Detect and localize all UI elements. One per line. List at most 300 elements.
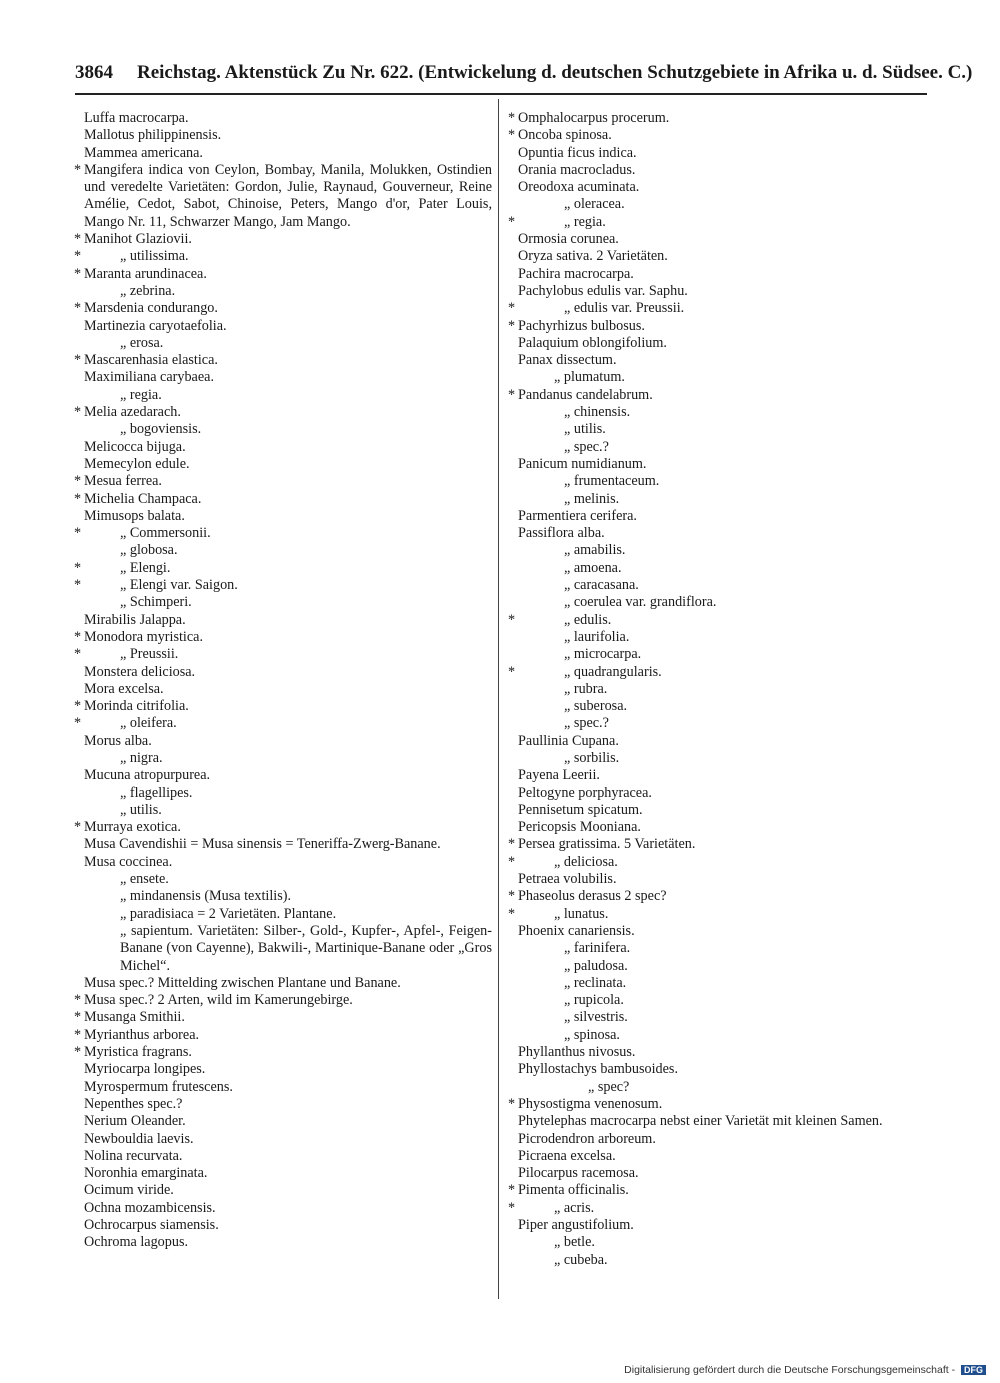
list-item [74,698,492,715]
list-item [74,473,492,490]
list-item [74,785,492,802]
species-name: Pachira macrocarpa. [518,265,634,282]
list-item [508,110,933,127]
list-item [74,664,492,681]
page-footer [624,1364,986,1376]
list-item [508,387,933,404]
species-name: Phaseolus derasus 2 spec? [518,888,667,905]
species-name: Michelia Champaca. [84,490,202,507]
list-item [508,542,933,559]
species-name: Myriocarpa longipes. [84,1061,206,1078]
species-name: „ nigra. [120,749,163,766]
species-name: Memecylon edule. [84,455,190,472]
species-name: Ocimum viride. [84,1182,174,1199]
asterisk-mark: * [74,559,82,576]
list-item [74,1027,492,1044]
list-item [508,1200,933,1217]
list-item [74,491,492,508]
species-name: Ochrocarpus siamensis. [84,1217,219,1233]
species-name: „ sorbilis. [564,749,620,766]
asterisk-mark: * [74,1009,82,1026]
list-item [74,992,492,1009]
species-name: Pennisetum spicatum. [518,801,643,818]
species-name: „ oleifera. [120,715,177,732]
list-item [74,110,492,127]
asterisk-mark: * [74,248,82,265]
list-item [74,404,492,421]
list-item [508,1113,933,1130]
footer-credit: Digitalisierung gefördert durch die Deutsche Forschungsgemeinschaft - [624,1364,956,1376]
species-name: Peltogyne porphyracea. [518,784,652,801]
species-name: Musanga Smithii. [84,1009,185,1026]
list-item [74,1200,492,1217]
asterisk-mark: * [74,490,82,507]
species-name: „ oleracea. [564,196,625,213]
species-name: Orania macrocladus. [518,161,636,178]
list-item [74,681,492,698]
species-name: „ lunatus. [554,905,609,922]
left-column [74,110,492,1252]
list-item [508,923,933,940]
list-item [74,715,492,732]
list-item [74,646,492,663]
asterisk-mark: * [74,577,82,594]
species-name: Phytelephas macrocarpa nebst einer Varietät mit kleinen Samen. [518,1113,883,1130]
species-name: Phyllostachys bambusoides. [518,1061,678,1078]
asterisk-mark: * [74,161,82,178]
list-item [508,1182,933,1199]
list-item [508,767,933,784]
species-name: „ spec.? [564,438,609,455]
asterisk-mark: * [508,888,516,905]
list-item [508,145,933,162]
species-name: Ochroma lagopus. [84,1234,189,1251]
list-item [74,266,492,283]
list-item [508,802,933,819]
list-item [508,888,933,905]
species-name: Ochna mozambicensis. [84,1199,216,1216]
list-item [74,1009,492,1026]
list-item [74,300,492,317]
species-name: „ laurifolia. [564,628,630,645]
list-item [74,1182,492,1199]
species-name: Martinezia caryotaefolia. [84,317,227,334]
species-name: Piper angustifolium. [518,1217,634,1233]
species-name: „ amabilis. [564,542,626,559]
species-name: Petraea volubilis. [518,871,617,888]
species-name: Mesua ferrea. [84,473,162,490]
list-item [508,1165,933,1182]
list-item [74,318,492,335]
species-name: Maximiliana carybaea. [84,369,214,386]
asterisk-mark: * [508,905,516,922]
species-name: Melia azedarach. [84,404,181,421]
species-name: „ Preussii. [120,646,179,663]
species-name: „ suberosa. [564,698,628,715]
species-name: „ Commersonii. [120,525,211,542]
species-name: Omphalocarpus procerum. [518,110,670,126]
species-name: Pachyrhizus bulbosus. [518,317,645,334]
list-item [74,369,492,386]
list-item [508,214,933,231]
list-item [74,1061,492,1078]
list-item [508,335,933,352]
list-item [74,1131,492,1148]
species-name: Musa spec.? 2 Arten, wild im Kamerungebirge. [84,992,353,1009]
list-item [508,1217,933,1234]
asterisk-mark: * [74,819,82,836]
list-item [74,525,492,542]
species-name: Persea gratissima. 5 Varietäten. [518,836,696,853]
species-name: „ utilis. [564,421,606,438]
species-name: „ quadrangularis. [564,663,662,680]
list-item [508,906,933,923]
asterisk-mark: * [508,611,516,628]
species-name: Palaquium oblongifolium. [518,334,667,351]
list-item [74,975,492,992]
species-name: Monodora myristica. [84,628,203,645]
asterisk-mark: * [74,992,82,1009]
species-name: „ deliciosa. [554,853,618,870]
asterisk-mark: * [508,853,516,870]
species-name: „ spinosa. [564,1026,620,1043]
list-item [508,1009,933,1026]
list-item [508,854,933,871]
species-name: Murraya exotica. [84,819,181,836]
list-item [508,577,933,594]
species-name: „ caracasana. [564,577,639,594]
species-name: Mora excelsa. [84,680,164,697]
list-item [508,179,933,196]
list-item [508,698,933,715]
species-name: Myristica fragrans. [84,1044,192,1061]
list-item [508,162,933,179]
species-name: „ regia. [120,386,162,403]
asterisk-mark: * [74,1026,82,1043]
list-item [74,836,492,853]
asterisk-mark: * [74,404,82,421]
species-name: „ erosa. [120,334,164,351]
list-item [74,923,492,975]
species-name: Opuntia ficus indica. [518,144,637,161]
species-name: „ chinensis. [564,404,631,421]
species-name: Nepenthes spec.? [84,1095,183,1112]
asterisk-mark: * [74,646,82,663]
species-name: Passiflora alba. [518,525,605,542]
list-item [74,612,492,629]
species-name: Pachylobus edulis var. Saphu. [518,282,688,299]
list-item [508,629,933,646]
species-name: Morinda citrifolia. [84,698,189,715]
list-item [74,1217,492,1234]
list-item [508,1079,933,1096]
species-name: „ rubra. [564,680,608,697]
species-name: Mallotus philippinensis. [84,127,222,144]
list-item [508,421,933,438]
list-item [508,473,933,490]
list-item [508,369,933,386]
species-name: Picraena excelsa. [518,1147,616,1164]
list-item [74,1234,492,1251]
species-name: Phoenix canariensis. [518,922,635,939]
list-item [74,1148,492,1165]
species-name: „ paludosa. [564,957,628,974]
list-item [74,577,492,594]
list-item [508,248,933,265]
list-item [508,439,933,456]
list-item [74,439,492,456]
list-item [508,819,933,836]
list-item [74,283,492,300]
asterisk-mark: * [74,352,82,369]
list-item [74,750,492,767]
list-item [74,335,492,352]
species-name: „ globosa. [120,542,178,559]
list-item [508,231,933,248]
list-item [508,975,933,992]
species-name: „ frumentaceum. [564,473,660,490]
asterisk-mark: * [74,265,82,282]
list-item [508,1131,933,1148]
list-item [74,248,492,265]
asterisk-mark: * [74,628,82,645]
list-item [74,560,492,577]
species-name: Oreodoxa acuminata. [518,179,640,196]
asterisk-mark: * [508,836,516,853]
list-item [74,542,492,559]
species-name: „ spec? [588,1078,630,1095]
species-name: Newbouldia laevis. [84,1130,194,1147]
list-item [74,594,492,611]
asterisk-mark: * [74,231,82,248]
species-name: „ sapientum. Varietäten: Silber-, Gold-, Kupfer-, Apfel-, Feigen-Banane (von Cayenne), Bakwili-, Martinique-Banane oder „Gros Michel“. [120,922,492,974]
species-name: Mimusops balata. [84,507,185,524]
asterisk-mark: * [74,525,82,542]
species-name: „ farinifera. [564,940,631,957]
list-item [74,162,492,231]
species-name: Oncoba spinosa. [518,127,612,144]
species-name: „ coerulea var. grandiflora. [564,594,717,611]
list-item [74,421,492,438]
species-name: „ Elengi. [120,559,171,576]
list-item [74,767,492,784]
species-name: „ mindanensis (Musa textilis). [120,888,292,905]
species-name: Myrianthus arborea. [84,1026,200,1043]
species-name: Oryza sativa. 2 Varietäten. [518,248,668,265]
asterisk-mark: * [74,1044,82,1061]
species-name: Nolina recurvata. [84,1147,183,1164]
list-item [508,1061,933,1078]
list-item [508,560,933,577]
list-item [74,1165,492,1182]
species-name: Pimenta officinalis. [518,1182,629,1199]
asterisk-mark: * [74,473,82,490]
column-divider [498,99,499,1299]
species-name: Mangifera indica von Ceylon, Bombay, Manila, Molukken, Ostindien und veredelte Varietäten: Gordon, Julie, Raynaud, Gouverneur, Reine Amélie, Cedot, Sabot, Chinoise, Peters, Mango d'or, Pater Louis, Mango Nr. 11, Schwarzer Mango, Jam Mango. [84,161,492,230]
species-name: „ zebrina. [120,282,176,299]
species-name: „ Elengi var. Saigon. [120,577,238,594]
list-item [508,300,933,317]
species-name: Pericopsis Mooniana. [518,819,641,836]
species-name: „ melinis. [564,490,620,507]
list-item [508,352,933,369]
species-name: „ edulis. [564,611,612,628]
species-name: Maranta arundinacea. [84,265,207,282]
species-name: Melicocca bijuga. [84,438,186,455]
species-name: „ microcarpa. [564,646,642,663]
asterisk-mark: * [74,698,82,715]
page-title: Reichstag. Aktenstück Zu Nr. 622. (Entwickelung d. deutschen Schutzgebiete in Afrika u. d. Südsee. C.) [137,62,973,83]
list-item [74,906,492,923]
species-name: Musa coccinea. [84,853,173,870]
species-name: „ spec.? [564,715,609,732]
list-item [508,1027,933,1044]
species-name: Monstera deliciosa. [84,663,196,680]
list-item [74,231,492,248]
species-name: Ormosia corunea. [518,231,619,248]
species-name: Mirabilis Jalappa. [84,611,186,628]
list-item [508,940,933,957]
list-item [508,1044,933,1061]
list-item [74,819,492,836]
species-name: „ reclinata. [564,974,627,991]
list-item [74,1096,492,1113]
list-item [508,871,933,888]
species-name: Payena Leerii. [518,767,600,784]
list-item [508,1234,933,1251]
species-name: Manihot Glaziovii. [84,231,192,248]
species-name: Morus alba. [84,732,152,749]
list-item [508,715,933,732]
species-name: Mascarenhasia elastica. [84,352,218,369]
list-item [508,612,933,629]
asterisk-mark: * [508,110,516,126]
right-column [508,110,933,1269]
asterisk-mark: * [508,127,516,144]
list-item [508,456,933,473]
list-item [74,127,492,144]
species-name: „ utilissima. [120,248,189,265]
list-item [508,127,933,144]
species-name: Phyllanthus nivosus. [518,1044,636,1061]
list-item [74,508,492,525]
dfg-logo: DFG [961,1365,986,1375]
list-item [508,283,933,300]
species-name: Pilocarpus racemosa. [518,1165,639,1182]
asterisk-mark: * [508,1182,516,1199]
species-name: „ utilis. [120,801,162,818]
list-item [508,508,933,525]
list-item [74,629,492,646]
list-item [508,958,933,975]
species-name: „ silvestris. [564,1009,628,1026]
species-name: Musa spec.? Mittelding zwischen Plantane und Banane. [84,974,401,991]
header-rule [75,93,927,95]
list-item [508,733,933,750]
list-item [74,733,492,750]
species-name: Luffa macrocarpa. [84,110,189,126]
species-name: „ rupicola. [564,992,624,1009]
asterisk-mark: * [74,715,82,732]
asterisk-mark: * [508,317,516,334]
species-name: „ paradisiaca = 2 Varietäten. Plantane. [120,905,337,922]
species-name: Physostigma venenosum. [518,1095,663,1112]
list-item [508,681,933,698]
list-item [74,1113,492,1130]
asterisk-mark: * [74,300,82,317]
list-item [74,888,492,905]
species-name: Noronhia emarginata. [84,1165,208,1182]
list-item [508,992,933,1009]
species-name: „ flagellipes. [120,784,193,801]
species-name: Mammea americana. [84,144,203,161]
species-name: Panax dissectum. [518,352,617,369]
species-name: „ ensete. [120,871,169,888]
species-name: „ amoena. [564,559,622,576]
species-name: „ cubeba. [554,1251,608,1268]
species-name: „ betle. [554,1234,595,1251]
species-name: Nerium Oleander. [84,1113,186,1130]
asterisk-mark: * [508,1199,516,1216]
list-item [508,594,933,611]
list-item [508,1252,933,1269]
species-name: Parmentiera cerifera. [518,507,637,524]
list-item [508,196,933,213]
list-item [508,750,933,767]
species-name: Myrospermum frutescens. [84,1078,233,1095]
asterisk-mark: * [508,300,516,317]
list-item [74,145,492,162]
list-item [74,352,492,369]
species-name: „ regia. [564,213,606,230]
list-item [508,664,933,681]
list-item [508,646,933,663]
list-item [508,404,933,421]
list-item [74,456,492,473]
list-item [74,1044,492,1061]
list-item [508,1096,933,1113]
species-name: Paullinia Cupana. [518,732,619,749]
species-name: „ edulis var. Preussii. [564,300,685,317]
asterisk-mark: * [508,663,516,680]
list-item [508,491,933,508]
page-header [75,62,973,88]
species-name: Picrodendron arboreum. [518,1130,656,1147]
list-item [508,266,933,283]
species-name: Panicum numidianum. [518,455,647,472]
species-name: „ plumatum. [554,369,625,386]
list-item [508,836,933,853]
list-item [74,871,492,888]
species-name: „ bogoviensis. [120,421,202,438]
asterisk-mark: * [508,213,516,230]
page-number: 3864 [75,62,113,83]
asterisk-mark: * [508,386,516,403]
species-name: Musa Cavendishii = Musa sinensis = Teneriffa-Zwerg-Banane. [84,836,441,853]
species-name: Marsdenia condurango. [84,300,218,317]
list-item [508,785,933,802]
list-item [74,854,492,871]
species-name: „ acris. [554,1199,595,1216]
species-name: Pandanus candelabrum. [518,386,653,403]
asterisk-mark: * [508,1095,516,1112]
list-item [74,387,492,404]
species-name: „ Schimperi. [120,594,192,611]
list-item [74,1079,492,1096]
list-item [508,1148,933,1165]
species-name: Mucuna atropurpurea. [84,767,211,784]
list-item [508,525,933,542]
